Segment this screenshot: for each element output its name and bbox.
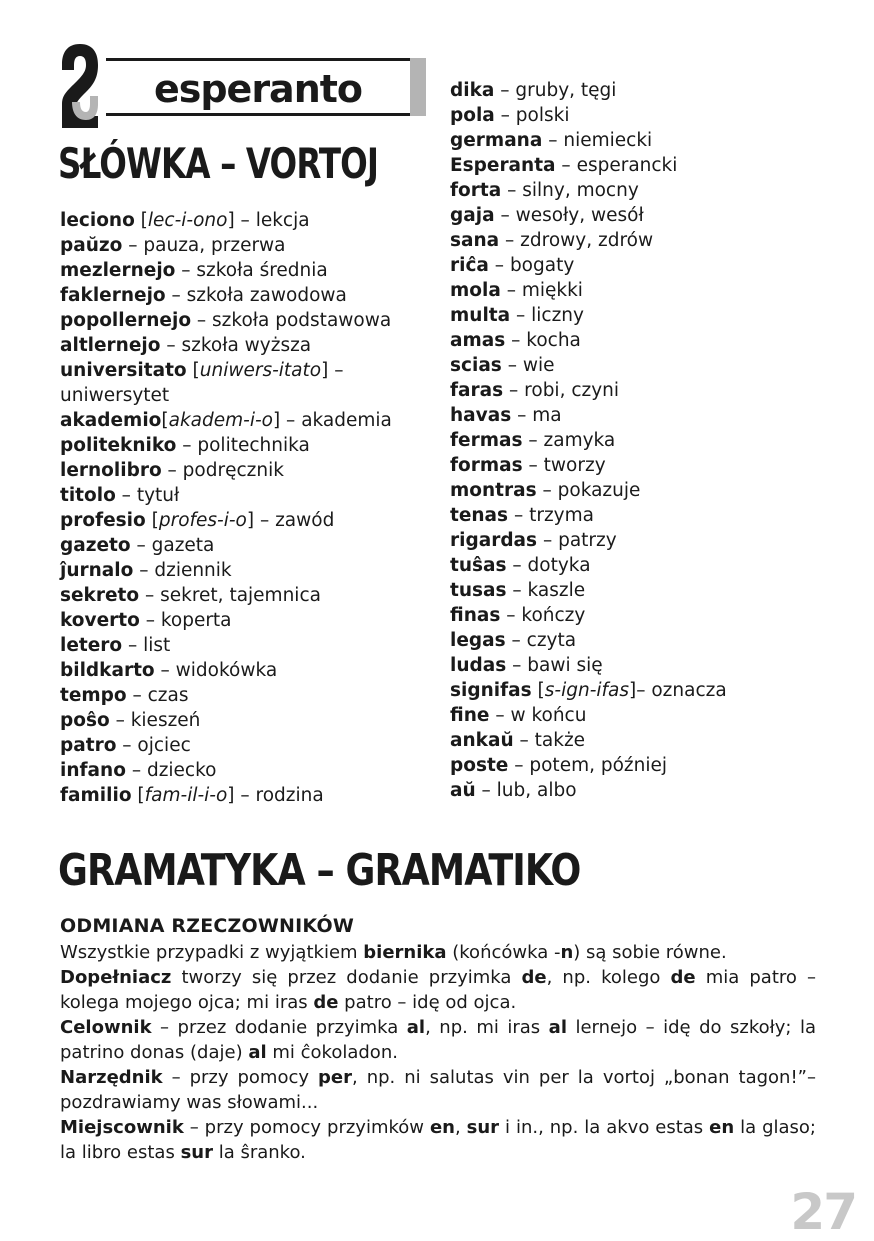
vocab-meaning: niemiecki bbox=[563, 130, 653, 151]
grammar-text-run: – przy pomocy przyimków bbox=[183, 1117, 430, 1138]
vocab-word: tenas bbox=[450, 505, 509, 526]
vocab-meaning: szkoła średnia bbox=[196, 260, 328, 281]
vocab-word: aŭ bbox=[450, 780, 476, 801]
vocab-meaning: kaszle bbox=[527, 580, 586, 601]
vocab-entry: pola – polski bbox=[450, 105, 570, 126]
vocab-word: fine bbox=[450, 705, 490, 726]
vocab-meaning: gazeta bbox=[151, 535, 215, 556]
vocab-word: politekniko bbox=[60, 435, 177, 456]
vocab-entry: tuŝas – dotyka bbox=[450, 555, 591, 576]
vocab-entry: gaja – wesoły, wesół bbox=[450, 205, 644, 226]
vocab-meaning: lub, albo bbox=[496, 780, 577, 801]
vocab-word: titolo bbox=[60, 485, 116, 506]
vocab-meaning: tytuł bbox=[136, 485, 180, 506]
grammar-term: Narzędnik bbox=[60, 1067, 163, 1088]
vocab-word: pola bbox=[450, 105, 495, 126]
vocabulary-right-column bbox=[450, 78, 770, 803]
vocab-entry: universitato [uniwers-itato] – uniwersytet bbox=[60, 360, 344, 406]
vocab-meaning: rodzina bbox=[255, 785, 324, 806]
vocab-word: mola bbox=[450, 280, 501, 301]
vocab-pronunciation: profes-i-o bbox=[158, 510, 247, 531]
vocab-meaning: szkoła podstawowa bbox=[212, 310, 392, 331]
grammar-paragraph bbox=[60, 1115, 816, 1165]
vocab-meaning: kończy bbox=[521, 605, 586, 626]
vocab-meaning: pauza, przerwa bbox=[143, 235, 286, 256]
vocab-word: rigardas bbox=[450, 530, 538, 551]
header-accent-bar bbox=[410, 58, 426, 116]
vocab-word: faras bbox=[450, 380, 504, 401]
vocab-word: poŝo bbox=[60, 710, 110, 731]
vocab-word: Esperanta bbox=[450, 155, 556, 176]
grammar-term: al bbox=[406, 1017, 426, 1038]
vocab-meaning: polski bbox=[515, 105, 570, 126]
header-title: esperanto bbox=[153, 67, 363, 111]
vocab-entry: altlernejo – szkoła wyższa bbox=[60, 335, 312, 356]
grammar-text-run: i in., np. la akvo estas bbox=[499, 1117, 710, 1138]
vocab-entry: mola – miękki bbox=[450, 280, 583, 301]
vocab-word: letero bbox=[60, 635, 123, 656]
grammar-text-run: la glaso; la libro estas bbox=[60, 1117, 816, 1163]
grammar-text-run: , np. kolego bbox=[546, 967, 671, 988]
vocab-word: akademio bbox=[60, 410, 162, 431]
vocab-entry: tusas – kaszle bbox=[450, 580, 586, 601]
vocab-meaning: ojciec bbox=[137, 735, 191, 756]
vocab-meaning: kocha bbox=[526, 330, 581, 351]
vocab-entry: amas – kocha bbox=[450, 330, 581, 351]
vocab-entry: ludas – bawi się bbox=[450, 655, 603, 676]
vocab-entry: mezlernejo – szkoła średnia bbox=[60, 260, 328, 281]
vocab-word: paŭzo bbox=[60, 235, 123, 256]
vocab-word: amas bbox=[450, 330, 506, 351]
grammar-text-run: , bbox=[454, 1117, 467, 1138]
vocab-meaning: zawód bbox=[275, 510, 335, 531]
grammar-text-run: lernejo – idę do szkoły; la patrino donas (daje) bbox=[60, 1017, 816, 1063]
vocab-entry: fine – w końcu bbox=[450, 705, 587, 726]
grammar-term: al bbox=[248, 1042, 267, 1063]
vocab-entry: tenas – trzyma bbox=[450, 505, 594, 526]
vocab-meaning: politechnika bbox=[197, 435, 310, 456]
vocab-entry: scias – wie bbox=[450, 355, 555, 376]
grammar-term: Dopełniacz bbox=[60, 967, 172, 988]
vocab-meaning: bogaty bbox=[509, 255, 575, 276]
vocab-entry: fermas – zamyka bbox=[450, 430, 616, 451]
vocab-entry: patro – ojciec bbox=[60, 735, 191, 756]
vocab-entry: sana – zdrowy, zdrów bbox=[450, 230, 654, 251]
vocab-entry: leciono [lec-i-ono] – lekcja bbox=[60, 210, 310, 231]
vocab-word: riĉa bbox=[450, 255, 489, 276]
vocab-word: dika bbox=[450, 80, 495, 101]
vocab-word: familio bbox=[60, 785, 132, 806]
vocab-entry: faklernejo – szkoła zawodowa bbox=[60, 285, 347, 306]
vocab-word: ĵurnalo bbox=[60, 560, 134, 581]
vocab-entry: ankaŭ – także bbox=[450, 730, 586, 751]
vocabulary-left-column bbox=[60, 208, 392, 808]
vocab-entry: poste – potem, później bbox=[450, 755, 668, 776]
vocab-word: forta bbox=[450, 180, 502, 201]
grammar-term: per bbox=[318, 1067, 352, 1088]
vocab-meaning: zamyka bbox=[543, 430, 616, 451]
vocab-meaning: kieszeń bbox=[130, 710, 201, 731]
vocab-entry: profesio [profes-i-o] – zawód bbox=[60, 510, 335, 531]
vocab-entry: gazeto – gazeta bbox=[60, 535, 215, 556]
grammar-term: al bbox=[548, 1017, 567, 1038]
vocab-entry: montras – pokazuje bbox=[450, 480, 641, 501]
page-number: 27 bbox=[790, 1183, 856, 1241]
vocabulary-title: SŁÓWKA – VORTOJ bbox=[58, 139, 379, 188]
vocab-entry: infano – dziecko bbox=[60, 760, 217, 781]
vocab-meaning: szkoła wyższa bbox=[181, 335, 312, 356]
grammar-term: en bbox=[709, 1117, 735, 1138]
grammar-title: GRAMATYKA – GRAMATIKO bbox=[58, 845, 581, 896]
vocab-meaning: tworzy bbox=[543, 455, 606, 476]
vocab-pronunciation: fam-il-i-o bbox=[144, 785, 228, 806]
vocab-meaning: w końcu bbox=[510, 705, 587, 726]
vocab-meaning: dotyka bbox=[527, 555, 591, 576]
vocab-entry: riĉa – bogaty bbox=[450, 255, 575, 276]
vocab-word: sana bbox=[450, 230, 500, 251]
vocab-word: popollernejo bbox=[60, 310, 192, 331]
vocab-meaning: ma bbox=[532, 405, 562, 426]
vocab-entry: ĵurnalo – dziennik bbox=[60, 560, 232, 581]
vocab-word: germana bbox=[450, 130, 543, 151]
vocab-word: bildkarto bbox=[60, 660, 155, 681]
vocab-entry: Esperanta – esperancki bbox=[450, 155, 678, 176]
grammar-text-run: (końcówka - bbox=[446, 942, 561, 963]
vocab-meaning: szkoła zawodowa bbox=[186, 285, 347, 306]
vocab-entry: politekniko – politechnika bbox=[60, 435, 310, 456]
vocab-entry: finas – kończy bbox=[450, 605, 586, 626]
vocab-entry: poŝo – kieszeń bbox=[60, 710, 201, 731]
vocab-meaning: miękki bbox=[521, 280, 583, 301]
grammar-text-run: , np. ni salutas vin per la vortoj „bonan tagon!”– pozdrawiamy was słowami... bbox=[60, 1067, 816, 1113]
vocab-entry: titolo – tytuł bbox=[60, 485, 180, 506]
grammar-term: de bbox=[670, 967, 696, 988]
vocab-word: montras bbox=[450, 480, 537, 501]
vocab-word: signifas bbox=[450, 680, 532, 701]
grammar-term: en bbox=[429, 1117, 455, 1138]
grammar-text-run: Wszystkie przypadki z wyjątkiem bbox=[60, 942, 364, 963]
vocab-entry: faras – robi, czyni bbox=[450, 380, 620, 401]
vocab-word: tusas bbox=[450, 580, 507, 601]
vocab-meaning: wesoły, wesół bbox=[515, 205, 644, 226]
grammar-term: de bbox=[521, 967, 547, 988]
vocab-entry: formas – tworzy bbox=[450, 455, 606, 476]
vocab-entry: rigardas – patrzy bbox=[450, 530, 617, 551]
vocab-meaning: widokówka bbox=[175, 660, 278, 681]
vocab-meaning: czyta bbox=[526, 630, 577, 651]
vocab-entry: familio [fam-il-i-o] – rodzina bbox=[60, 785, 324, 806]
vocab-entry: sekreto – sekret, tajemnica bbox=[60, 585, 321, 606]
vocab-word: tuŝas bbox=[450, 555, 507, 576]
vocab-word: infano bbox=[60, 760, 126, 781]
vocab-word: multa bbox=[450, 305, 511, 326]
vocab-word: mezlernejo bbox=[60, 260, 176, 281]
grammar-text-run: , np. mi iras bbox=[425, 1017, 549, 1038]
vocab-entry: tempo – czas bbox=[60, 685, 189, 706]
vocab-meaning: dziecko bbox=[146, 760, 217, 781]
grammar-text-run: patro – idę od ojca. bbox=[338, 992, 517, 1013]
vocab-word: universitato bbox=[60, 360, 187, 381]
vocab-meaning: koperta bbox=[160, 610, 232, 631]
vocab-entry: havas – ma bbox=[450, 405, 562, 426]
vocab-word: lernolibro bbox=[60, 460, 162, 481]
vocab-word: koverto bbox=[60, 610, 140, 631]
vocab-entry: legas – czyta bbox=[450, 630, 577, 651]
vocab-meaning: patrzy bbox=[558, 530, 617, 551]
grammar-text-run: mia patro – kolega mojego ojca; mi iras bbox=[60, 967, 816, 1013]
vocab-meaning: akademia bbox=[301, 410, 392, 431]
vocab-entry: letero – list bbox=[60, 635, 171, 656]
vocab-meaning: sekret, tajemnica bbox=[160, 585, 321, 606]
vocab-word: altlernejo bbox=[60, 335, 161, 356]
vocab-word: ankaŭ bbox=[450, 730, 514, 751]
vocab-meaning: lekcja bbox=[255, 210, 310, 231]
grammar-text-run: – przez dodanie przyimka bbox=[151, 1017, 407, 1038]
vocab-entry: akademio[akadem-i-o] – akademia bbox=[60, 410, 392, 431]
vocab-word: finas bbox=[450, 605, 501, 626]
vocab-entry: multa – liczny bbox=[450, 305, 584, 326]
grammar-term: n bbox=[560, 942, 574, 963]
vocab-entry: koverto – koperta bbox=[60, 610, 232, 631]
vocab-entry: bildkarto – widokówka bbox=[60, 660, 278, 681]
vocab-meaning: także bbox=[534, 730, 586, 751]
vocab-entry: paŭzo – pauza, przerwa bbox=[60, 235, 286, 256]
grammar-paragraph bbox=[60, 1015, 816, 1065]
vocab-meaning: zdrowy, zdrów bbox=[520, 230, 654, 251]
vocab-word: profesio bbox=[60, 510, 146, 531]
grammar-paragraph bbox=[60, 965, 816, 1015]
vocab-entry: germana – niemiecki bbox=[450, 130, 653, 151]
vocab-word: gazeto bbox=[60, 535, 131, 556]
grammar-term: Miejscownik bbox=[60, 1117, 184, 1138]
vocab-meaning: wie bbox=[522, 355, 555, 376]
vocab-word: formas bbox=[450, 455, 523, 476]
vocab-word: ludas bbox=[450, 655, 507, 676]
vocab-meaning: bawi się bbox=[527, 655, 603, 676]
grammar-subheading: ODMIANA RZECZOWNIKÓW bbox=[60, 915, 354, 937]
vocab-meaning: czas bbox=[147, 685, 189, 706]
vocab-pronunciation: s-ign-ifas bbox=[544, 680, 629, 701]
vocab-pronunciation: akadem-i-o bbox=[168, 410, 273, 431]
grammar-term: Celownik bbox=[60, 1017, 152, 1038]
vocab-meaning: pokazuje bbox=[557, 480, 641, 501]
vocab-entry: dika – gruby, tęgi bbox=[450, 80, 617, 101]
vocab-word: sekreto bbox=[60, 585, 140, 606]
grammar-text-run: – przy pomocy bbox=[162, 1067, 319, 1088]
vocab-word: gaja bbox=[450, 205, 495, 226]
vocab-meaning: liczny bbox=[531, 305, 584, 326]
grammar-text-run: ) są sobie równe. bbox=[573, 942, 727, 963]
vocab-entry: signifas [s-ign-ifas]– oznacza bbox=[450, 680, 727, 701]
vocab-pronunciation: uniwers-itato bbox=[199, 360, 322, 381]
grammar-term: sur bbox=[466, 1117, 500, 1138]
vocab-word: faklernejo bbox=[60, 285, 166, 306]
vocab-entry: lernolibro – podręcznik bbox=[60, 460, 284, 481]
vocab-meaning: dziennik bbox=[154, 560, 232, 581]
vocab-meaning: oznacza bbox=[651, 680, 727, 701]
vocab-word: tempo bbox=[60, 685, 127, 706]
vocab-meaning: silny, mocny bbox=[522, 180, 639, 201]
grammar-text-run: mi ĉokoladon. bbox=[266, 1042, 398, 1063]
grammar-term: biernika bbox=[363, 942, 447, 963]
grammar-term: sur bbox=[180, 1142, 213, 1163]
vocab-meaning: trzyma bbox=[529, 505, 594, 526]
vocab-meaning: gruby, tęgi bbox=[515, 80, 617, 101]
vocab-entry: popollernejo – szkoła podstawowa bbox=[60, 310, 392, 331]
grammar-paragraph bbox=[60, 1065, 816, 1115]
grammar-paragraph bbox=[60, 940, 816, 965]
vocab-meaning: esperancki bbox=[576, 155, 678, 176]
vocab-word: poste bbox=[450, 755, 509, 776]
vocab-word: legas bbox=[450, 630, 506, 651]
grammar-body bbox=[60, 940, 816, 1165]
vocab-word: havas bbox=[450, 405, 512, 426]
vocab-pronunciation: lec-i-ono bbox=[147, 210, 228, 231]
chapter-number-icon bbox=[58, 40, 102, 132]
vocab-word: fermas bbox=[450, 430, 523, 451]
vocab-meaning: robi, czyni bbox=[524, 380, 620, 401]
header-box bbox=[106, 58, 426, 116]
grammar-text-run: tworzy się przez dodanie przyimka bbox=[171, 967, 522, 988]
grammar-text-run: la ŝranko. bbox=[212, 1142, 306, 1163]
vocab-meaning: potem, później bbox=[529, 755, 668, 776]
vocab-word: scias bbox=[450, 355, 502, 376]
vocab-word: leciono bbox=[60, 210, 135, 231]
vocab-meaning: uniwersytet bbox=[60, 385, 170, 406]
vocab-meaning: list bbox=[143, 635, 171, 656]
vocab-entry: forta – silny, mocny bbox=[450, 180, 639, 201]
vocab-meaning: podręcznik bbox=[182, 460, 284, 481]
grammar-term: de bbox=[313, 992, 339, 1013]
vocab-word: patro bbox=[60, 735, 117, 756]
vocab-entry: aŭ – lub, albo bbox=[450, 780, 577, 801]
